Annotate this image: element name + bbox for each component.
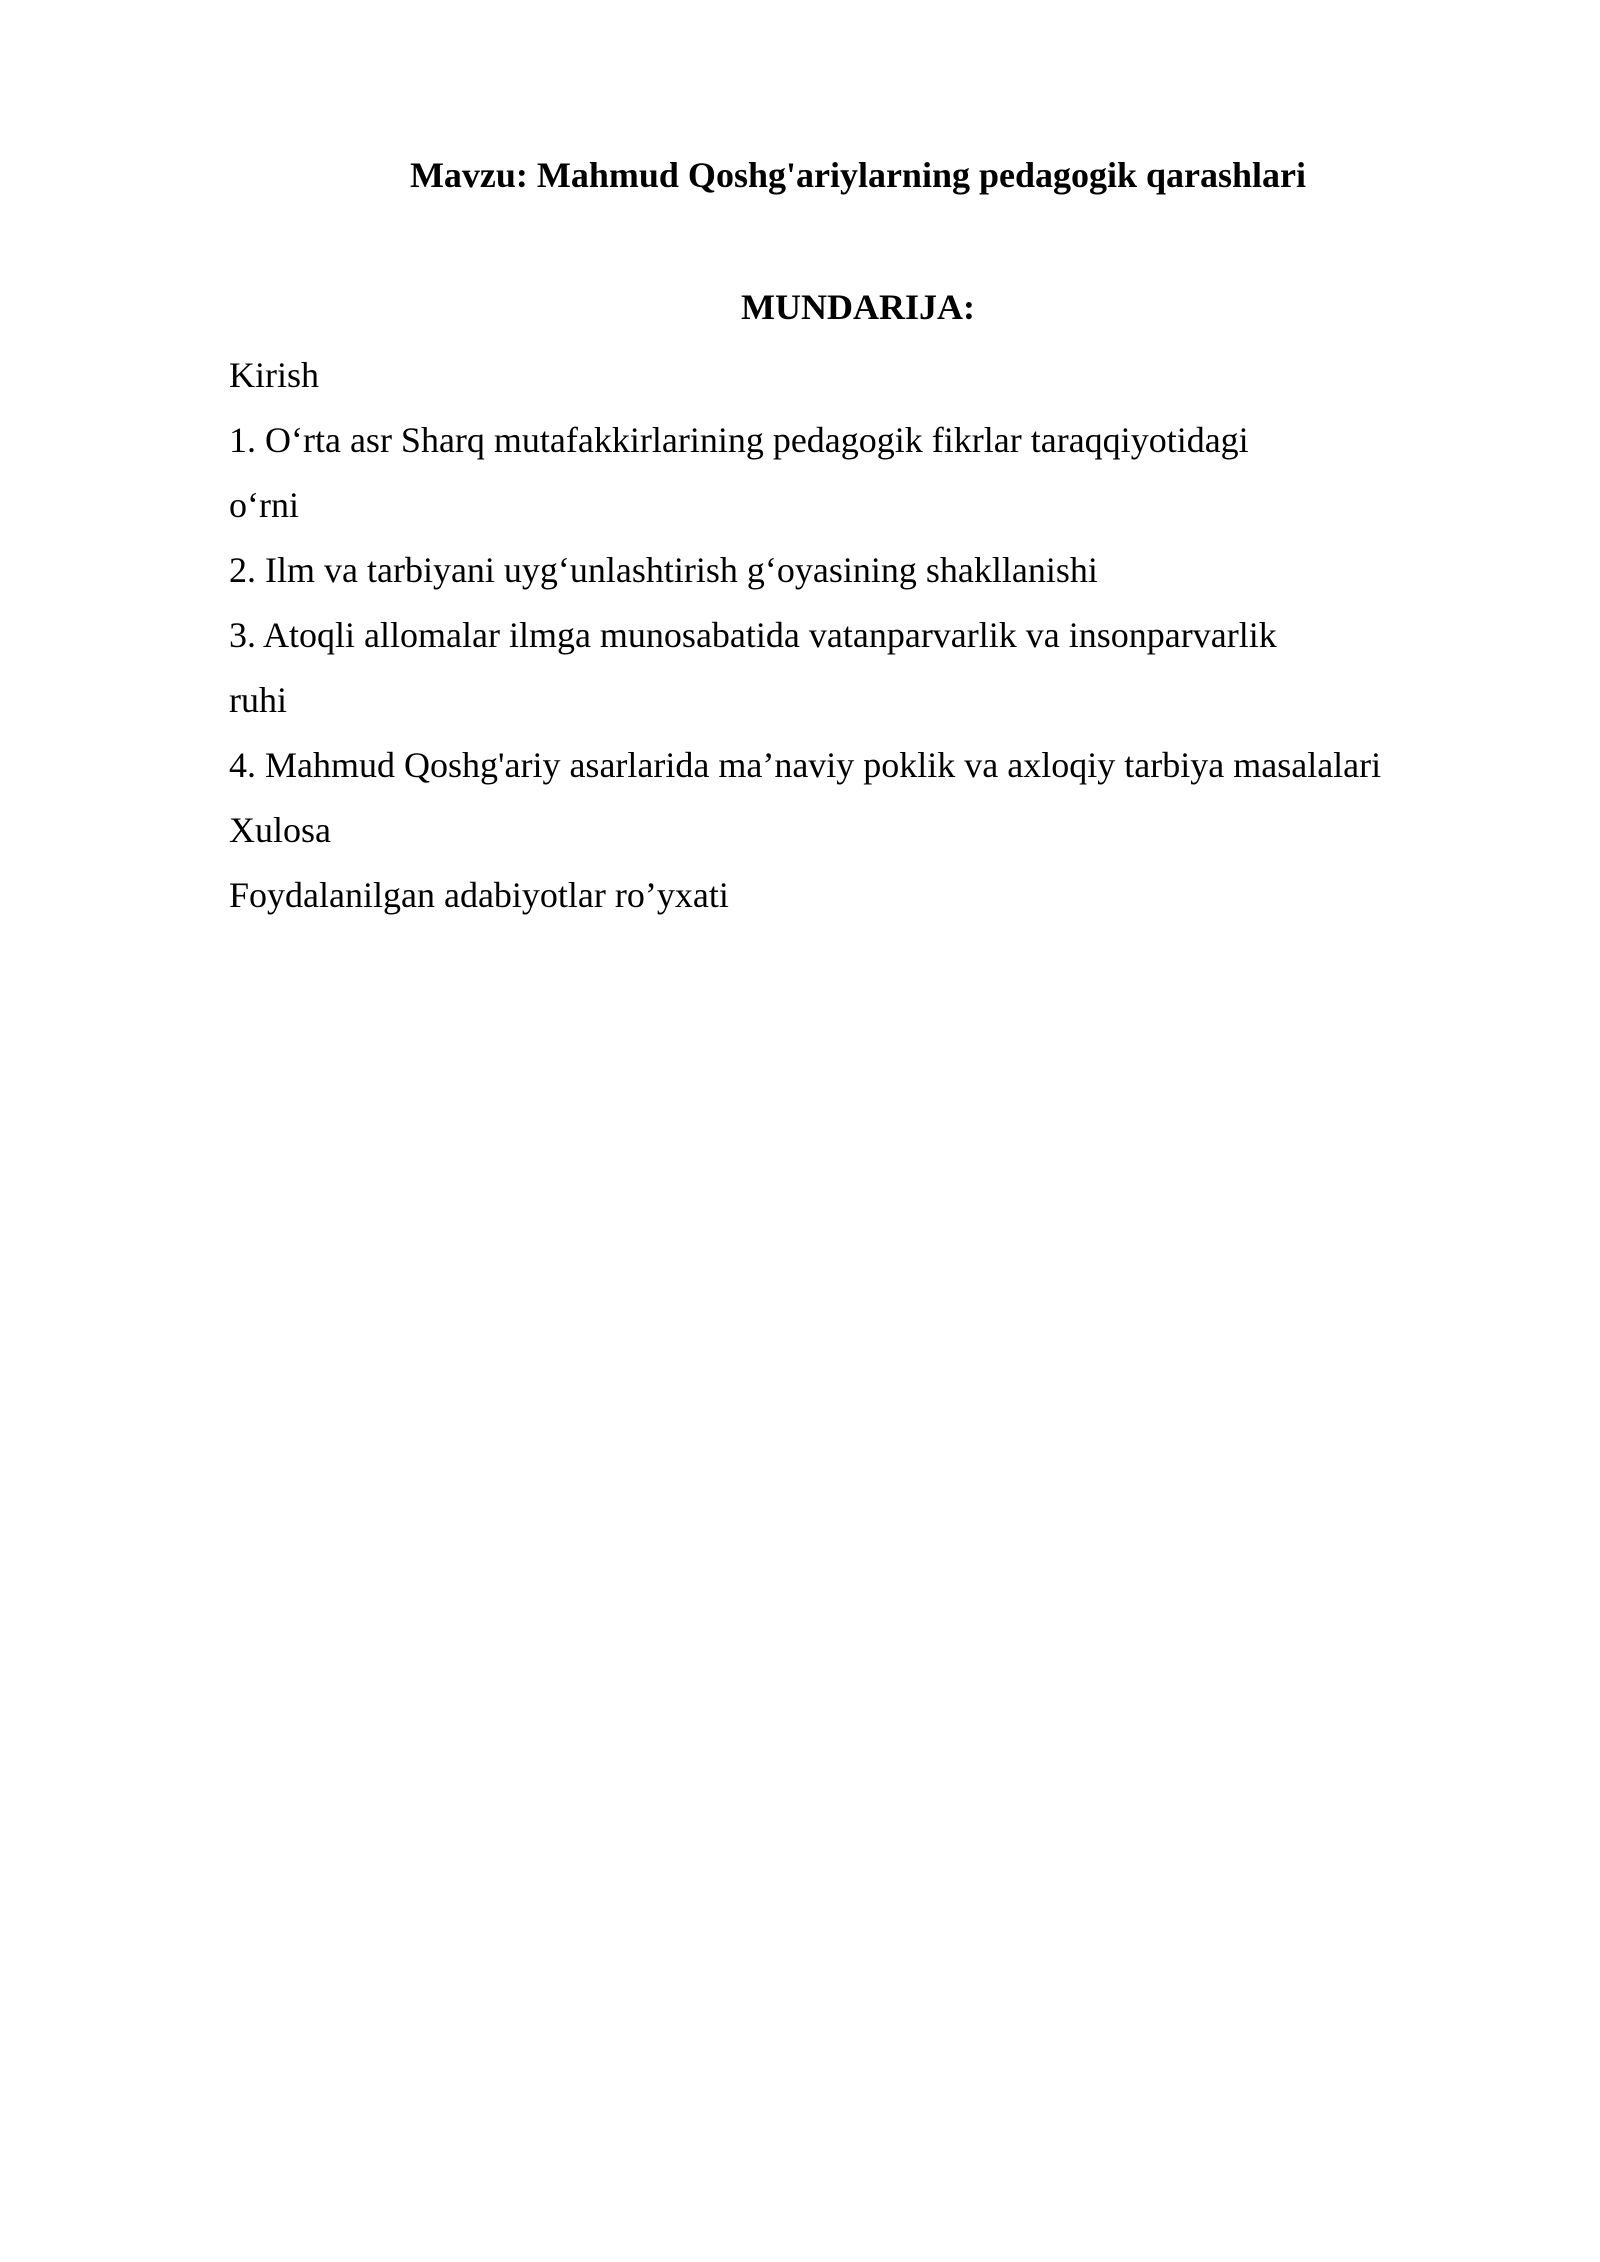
toc-line: Foydalanilgan adabiyotlar ro’yxati (229, 875, 729, 915)
toc-line: Kirish (229, 355, 319, 395)
toc-line: 4. Mahmud Qoshg'ariy asarlarida ma’naviy poklik va axloqiy tarbiya masalalari (229, 745, 1382, 785)
document-title: Mavzu: Mahmud Qoshg'ariylarning pedagogik qarashlari (409, 155, 1307, 195)
toc-line: ruhi (229, 680, 287, 720)
toc-line: Xulosa (229, 810, 331, 850)
toc-line: 2. Ilm va tarbiyani uyg‘unlashtirish g‘oyasining shakllanishi (229, 550, 1098, 590)
toc-line: 3. Atoqli allomalar ilmga munosabatida vatanparvarlik va insonparvarlik (229, 615, 1277, 655)
toc-line: 1. O‘rta asr Sharq mutafakkirlarining pedagogik fikrlar taraqqiyotidagi (229, 420, 1249, 460)
toc-line: o‘rni (229, 485, 299, 525)
toc-heading: MUNDARIJA: (741, 287, 975, 327)
table-of-contents (229, 343, 1489, 928)
